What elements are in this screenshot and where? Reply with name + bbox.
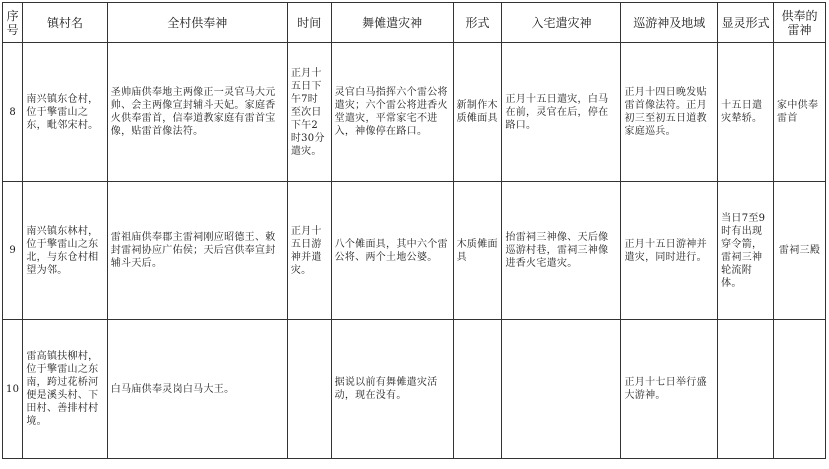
cell-seq: 9 [3,182,23,320]
cell-thunder [774,320,826,459]
cell-tour: 正月十五日游神并遣灾，同时进行。 [621,182,718,320]
table-row [3,182,826,320]
header-manifest: 显灵形式 [718,3,774,43]
cell-manifest: 十五日遣灾辇轿。 [718,43,774,182]
header-village: 镇村名 [23,3,107,43]
cell-village: 南兴镇东林村，位于擎雷山之东北，与东仓村相望为邻。 [23,182,107,320]
cell-deity: 圣帅庙供奉地主两像正一灵官马大元帅、会主两像宣封辅斗天妃。家庭香火供奉雷首，信奉道教家庭有雷首宝像，贴雷首像法符。 [107,43,287,182]
cell-deity: 雷祖庙供奉郡主雷祠刚应昭德王、敕封雷祠协应广佑侯；天后宫供奉宣封辅斗天后。 [107,182,287,320]
cell-dance: 八个傩面具，其中六个雷公将、两个土地公婆。 [331,182,453,320]
cell-village: 南兴镇东仓村，位于擎雷山之东，毗邻宋村。 [23,43,107,182]
cell-house: 抬雷祠三神像、天后像巡游村巷，雷祠三神像进香火宅遣灾。 [502,182,621,320]
header-form: 形式 [453,3,502,43]
cell-time [287,320,331,459]
cell-deity: 白马庙供奉灵岗白马大王。 [107,320,287,459]
cell-time: 正月十五日下午7时至次日下午2时30分遣灾。 [287,43,331,182]
cell-house [502,320,621,459]
table-row [3,43,826,182]
cell-thunder: 雷祠三殿 [774,182,826,320]
cell-time: 正月十五日游神并遣灾。 [287,182,331,320]
header-thunder: 供奉的雷神 [774,3,826,43]
cell-form: 木质傩面具 [453,182,502,320]
cell-dance: 灵官白马指挥六个雷公将遣灾；六个雷公将进香火堂遣灾，平常家宅不进入，神像停在路口。 [331,43,453,182]
header-deity: 全村供奉神 [107,3,287,43]
header-time: 时间 [287,3,331,43]
cell-seq: 8 [3,43,23,182]
header-row [3,3,826,43]
cell-dance: 据说以前有舞傩遣灾活动，现在没有。 [331,320,453,459]
cell-form: 新制作木质傩面具 [453,43,502,182]
cell-form [453,320,502,459]
header-house: 入宅遣灾神 [502,3,621,43]
cell-manifest: 当日7至9时有出现穿令箭，雷祠三神轮流附体。 [718,182,774,320]
cell-tour: 正月十七日举行盛大游神。 [621,320,718,459]
header-seq: 序号 [3,3,23,43]
cell-thunder: 家中供奉雷首 [774,43,826,182]
cell-village: 雷高镇扶柳村，位于擎雷山之东南，跨过花桥河便是溪头村、下田村、善排村村境。 [23,320,107,459]
cell-house: 正月十五日遣灾，白马在前，灵官在后，停在路口。 [502,43,621,182]
deity-table [2,2,826,459]
table-row [3,320,826,459]
header-tour: 巡游神及地域 [621,3,718,43]
header-dance: 舞傩遣灾神 [331,3,453,43]
cell-tour: 正月十四日晚发贴雷首像法符。正月初三至初五日道教家庭巡兵。 [621,43,718,182]
cell-manifest [718,320,774,459]
cell-seq: 10 [3,320,23,459]
